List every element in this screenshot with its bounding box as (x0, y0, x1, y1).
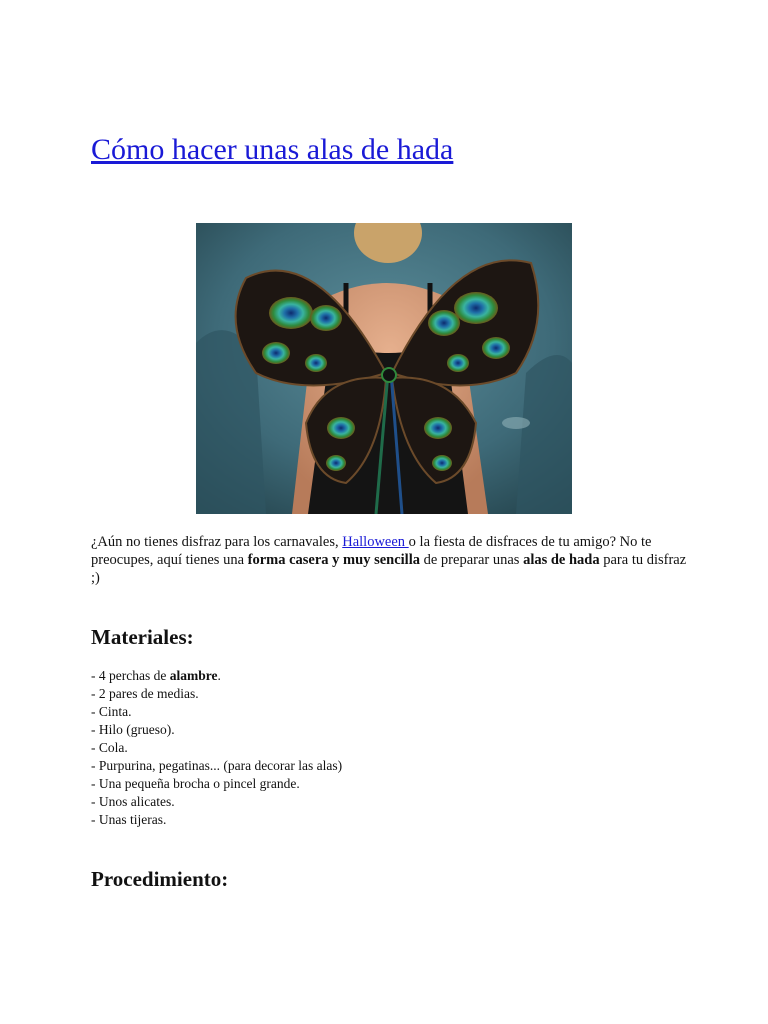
intro-text-2: o la fiesta de disfraces de tu amigo? No te preocupes, aquí tienes una (91, 534, 652, 568)
list-item: - Unos alicates. (91, 794, 175, 809)
intro-bold-2: alas de hada (523, 552, 600, 568)
intro-text-4: para tu disfraz ;) (91, 552, 687, 586)
intro-paragraph (91, 533, 691, 587)
list-item: - Cinta. (91, 704, 132, 719)
title-link[interactable]: Cómo hacer unas alas de hada (91, 133, 454, 166)
halloween-link[interactable]: Halloween (342, 534, 409, 550)
page-title (91, 132, 453, 168)
list-item: - Una pequeña brocha o pincel grande. (91, 776, 300, 791)
intro-text-1: ¿Aún no tienes disfraz para los carnavales, (91, 534, 343, 550)
materials-heading: Materiales: (91, 625, 194, 649)
intro-bold-1: forma casera y muy sencilla (247, 552, 420, 568)
list-item: - Purpurina, pegatinas... (para decorar las alas) (91, 758, 343, 773)
materials-list (91, 667, 342, 829)
list-item: - Unas tijeras. (91, 812, 167, 827)
fairy-wings-illustration (196, 223, 572, 514)
procedure-heading: Procedimiento: (91, 867, 229, 891)
fairy-wings-photo (196, 223, 572, 514)
list-item: - 2 pares de medias. (91, 686, 199, 701)
list-item: - 4 perchas de alambre. (91, 668, 221, 683)
list-item: - Cola. (91, 740, 128, 755)
list-item: - Hilo (grueso). (91, 722, 175, 737)
intro-text-3: de preparar unas (420, 552, 524, 568)
